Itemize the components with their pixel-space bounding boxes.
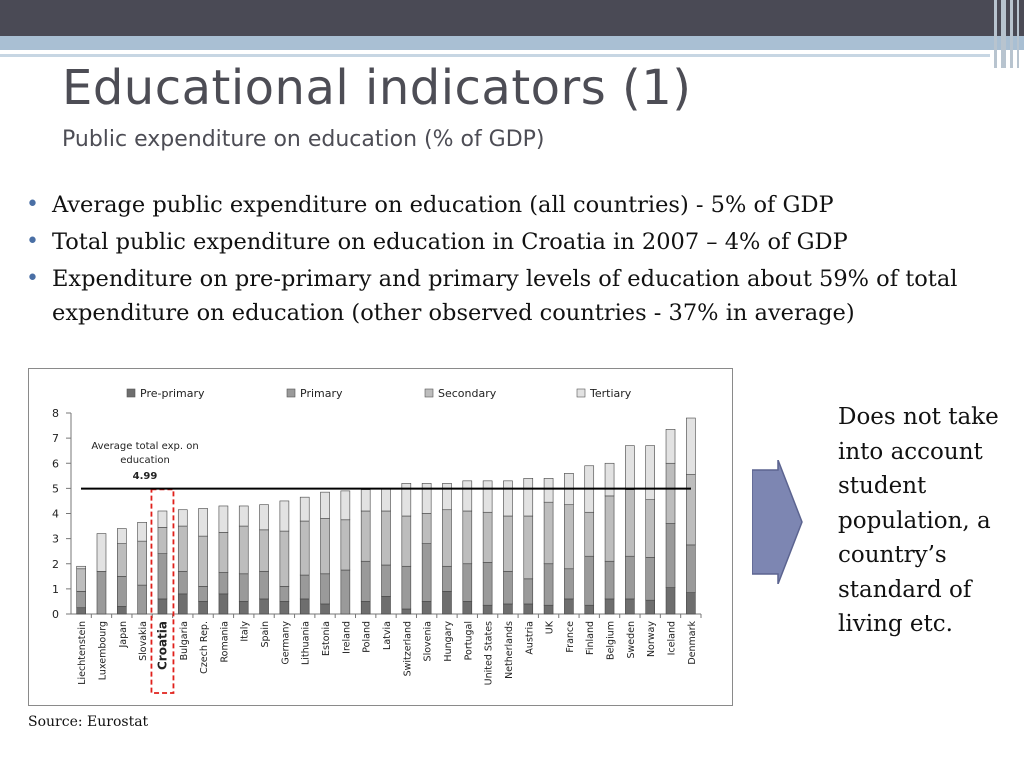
bar-segment (463, 511, 472, 564)
right-arrow-icon (752, 460, 804, 584)
bar-segment (361, 601, 370, 614)
bar-segment (117, 576, 126, 606)
slide-subtitle: Public expenditure on education (% of GDP) (62, 127, 545, 152)
bar-segment (524, 604, 533, 614)
bar-segment (361, 490, 370, 511)
arrow-shape (752, 460, 802, 584)
bar-segment (666, 463, 675, 523)
bar-segment (422, 544, 431, 602)
bar-segment (138, 541, 147, 585)
x-tick-label: Germany (280, 621, 292, 665)
bar-segment (483, 481, 492, 512)
x-tick-label: Slovakia (138, 621, 150, 661)
x-tick-label: Norway (646, 621, 658, 658)
x-tick-label: UK (544, 621, 556, 635)
bar-segment (239, 526, 248, 574)
bar-segment (117, 529, 126, 544)
bar-segment (300, 599, 309, 614)
bar-segment (341, 570, 350, 614)
average-value: 4.99 (132, 471, 158, 482)
legend-swatch-primary (287, 389, 295, 397)
x-tick-label: France (564, 621, 576, 653)
slide-title: Educational indicators (1) (62, 60, 692, 116)
chart-frame (28, 368, 733, 706)
bar-segment (260, 505, 269, 530)
bar-segment (625, 599, 634, 614)
x-tick-label: Poland (361, 621, 373, 653)
x-tick-label: Slovenia (422, 621, 434, 662)
x-tick-label: Netherlands (503, 621, 515, 679)
bar-segment (178, 571, 187, 594)
x-tick-label: Latvia (382, 621, 393, 650)
bar-segment (483, 512, 492, 562)
bar-segment (158, 527, 167, 553)
x-tick-label: Luxembourg (97, 621, 109, 681)
bullet-list (22, 188, 1012, 333)
bar-segment (544, 502, 553, 564)
x-tick-label: Bulgaria (178, 621, 190, 661)
bar-segment (219, 532, 228, 572)
legend-label: Pre-primary (140, 387, 205, 400)
bar-segment (463, 481, 472, 511)
bullet-icon: • (26, 266, 39, 291)
y-tick-label: 8 (52, 407, 59, 420)
bar-segment (625, 556, 634, 599)
bar-segment (422, 514, 431, 544)
x-tick-label: Liechtenstein (77, 621, 89, 685)
bar-segment (239, 506, 248, 526)
bar-segment (686, 418, 695, 475)
x-tick-label: Switzerland (402, 621, 414, 677)
x-tick-label: Ireland (341, 621, 353, 654)
bar-segment (605, 496, 614, 561)
bar-segment (605, 599, 614, 614)
bar-segment (77, 569, 86, 592)
header-rule (0, 54, 990, 57)
bar-segment (585, 605, 594, 614)
bar-segment (321, 492, 330, 518)
header-deco-bar (1001, 0, 1006, 68)
bar-segment (544, 478, 553, 502)
bar-segment (158, 599, 167, 614)
bar-segment (442, 566, 451, 591)
bar-segment (585, 512, 594, 556)
bar-segment (321, 519, 330, 574)
bar-segment (524, 516, 533, 579)
x-tick-label: Estonia (321, 621, 333, 656)
header-dark-band (0, 0, 1024, 36)
bar-segment (646, 557, 655, 600)
bar-segment (178, 510, 187, 526)
bar-segment (219, 573, 228, 594)
bar-segment (442, 483, 451, 509)
bar-segment (138, 585, 147, 614)
y-tick-label: 7 (52, 432, 59, 446)
bar-segment (442, 591, 451, 614)
bar-segment (361, 561, 370, 601)
bar-segment (97, 571, 106, 614)
bar-segment (544, 564, 553, 605)
x-tick-label: Japan (117, 621, 129, 648)
bullet-icon: • (26, 229, 39, 254)
bar-segment (564, 599, 573, 614)
x-tick-label: Hungary (442, 621, 454, 662)
bar-segment (341, 520, 350, 570)
bar-segment (442, 510, 451, 567)
y-tick-label: 5 (52, 482, 59, 496)
y-tick-label: 3 (52, 532, 59, 546)
legend-swatch-secondary (425, 389, 433, 397)
bar-segment (260, 599, 269, 614)
bar-segment (503, 516, 512, 571)
bar-segment (646, 446, 655, 500)
bar-segment (503, 481, 512, 516)
bar-segment (77, 591, 86, 607)
bar-segment (382, 488, 391, 511)
x-tick-label: Finland (585, 621, 597, 655)
bar-segment (219, 594, 228, 614)
source-caption: Source: Eurostat (28, 714, 149, 730)
bar-segment (77, 566, 86, 569)
bar-segment (158, 511, 167, 527)
bar-segment (686, 593, 695, 614)
bar-segment (402, 516, 411, 566)
bar-segment (117, 544, 126, 577)
bar-segment (178, 526, 187, 571)
bar-segment (564, 505, 573, 569)
bar-segment (382, 511, 391, 565)
legend-label: Tertiary (590, 387, 632, 400)
stacked-bar-chart (29, 369, 732, 705)
bar-segment (300, 497, 309, 521)
bar-segment (178, 594, 187, 614)
bullet-item (22, 188, 1012, 222)
bar-segment (219, 506, 228, 532)
header-blue-band (0, 36, 1024, 50)
bullet-text: Total public expenditure on education in Croatia in 2007 – 4% of GDP (52, 229, 848, 255)
header-deco-bar (994, 0, 997, 68)
x-tick-label: Sweden (625, 621, 637, 659)
bar-segment (503, 604, 512, 614)
bar-segment (564, 569, 573, 599)
bar-segment (503, 571, 512, 604)
x-tick-label: Iceland (666, 621, 678, 656)
bar-segment (402, 609, 411, 614)
bar-segment (158, 554, 167, 599)
x-tick-label: Spain (260, 621, 272, 648)
average-label: education (120, 455, 170, 466)
bar-segment (605, 561, 614, 599)
bar-segment (483, 562, 492, 605)
bar-segment (199, 536, 208, 586)
bullet-item (22, 225, 1012, 259)
bar-segment (321, 604, 330, 614)
bar-segment (199, 601, 208, 614)
bar-segment (239, 574, 248, 602)
bar-segment (280, 501, 289, 531)
bar-segment (280, 586, 289, 601)
bar-segment (625, 446, 634, 490)
header-deco-bar (1017, 0, 1019, 68)
bar-segment (422, 601, 431, 614)
bar-segment (260, 571, 269, 599)
bar-segment (341, 491, 350, 520)
bar-segment (402, 566, 411, 609)
bar-segment (646, 600, 655, 614)
legend-swatch-tertiary (577, 389, 585, 397)
x-tick-label: Romania (219, 621, 231, 663)
x-tick-label: Croatia (155, 621, 170, 671)
average-label: Average total exp. on (91, 441, 199, 452)
bar-segment (544, 605, 553, 614)
bar-segment (199, 586, 208, 601)
bar-segment (77, 608, 86, 614)
bar-segment (686, 545, 695, 593)
bar-segment (483, 605, 492, 614)
bar-segment (646, 500, 655, 558)
bar-segment (300, 575, 309, 599)
y-tick-label: 2 (52, 557, 59, 571)
bar-segment (666, 429, 675, 463)
bar-segment (321, 574, 330, 604)
x-tick-label: United States (483, 621, 495, 686)
x-tick-label: Czech Rep. (199, 621, 211, 674)
bullet-text: Expenditure on pre-primary and primary levels of education about 59% of total expenditure on education (other observed countries - 37% in average) (52, 266, 958, 326)
bar-segment (300, 521, 309, 575)
bar-segment (686, 475, 695, 545)
bar-segment (524, 478, 533, 516)
x-tick-label: Portugal (463, 621, 475, 661)
bar-segment (605, 463, 614, 496)
bar-segment (666, 588, 675, 614)
legend-label: Secondary (438, 387, 497, 400)
x-tick-label: Austria (524, 621, 536, 655)
bar-segment (625, 490, 634, 557)
bar-segment (97, 534, 106, 572)
bar-segment (524, 579, 533, 604)
legend-swatch-pre-primary (127, 389, 135, 397)
bar-segment (382, 565, 391, 596)
y-tick-label: 1 (52, 582, 59, 596)
bar-segment (280, 531, 289, 586)
header-deco-bar (1010, 0, 1013, 68)
bar-segment (585, 556, 594, 605)
bullet-item (22, 262, 1012, 330)
legend-label: Primary (300, 387, 343, 400)
bar-segment (463, 564, 472, 602)
x-tick-label: Denmark (686, 621, 698, 665)
y-tick-label: 0 (52, 608, 59, 621)
side-note: Does not take into account student population, a country’s standard of living etc. (838, 404, 999, 637)
bar-segment (239, 601, 248, 614)
x-tick-label: Italy (239, 621, 251, 642)
bar-segment (666, 524, 675, 588)
bullet-icon: • (26, 192, 39, 217)
bullet-text: Average public expenditure on education (all countries) - 5% of GDP (52, 192, 834, 218)
x-tick-label: Lithuania (300, 621, 312, 666)
bar-segment (382, 596, 391, 614)
bar-segment (280, 601, 289, 614)
bar-segment (117, 606, 126, 614)
bar-segment (361, 511, 370, 561)
bar-segment (463, 601, 472, 614)
x-tick-label: Belgium (605, 621, 617, 660)
y-tick-label: 4 (52, 507, 59, 521)
bar-segment (199, 508, 208, 536)
bar-segment (260, 530, 269, 571)
bar-segment (138, 522, 147, 541)
y-tick-label: 6 (52, 457, 59, 471)
